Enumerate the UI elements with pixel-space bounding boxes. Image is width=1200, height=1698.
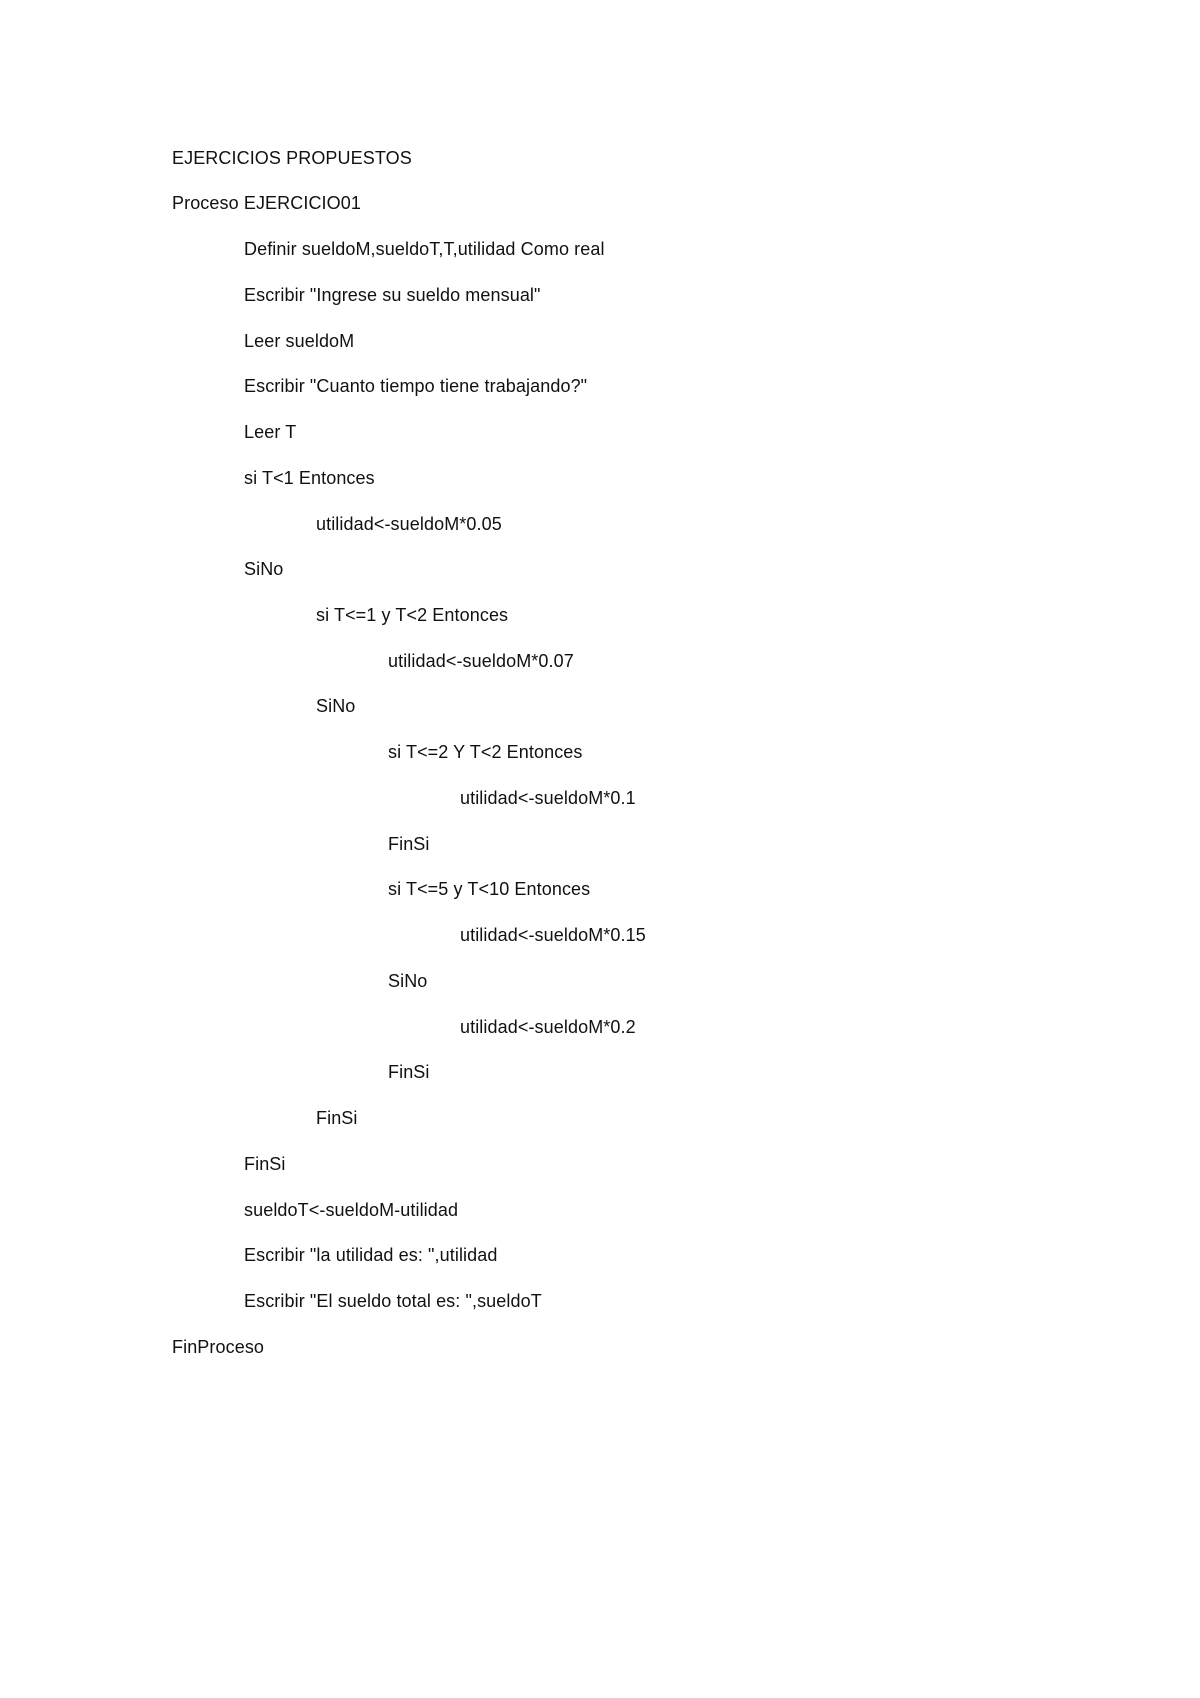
code-line-7: si T<1 Entonces bbox=[244, 468, 375, 488]
code-line-24: Escribir "la utilidad es: ",utilidad bbox=[244, 1245, 498, 1265]
code-line-22: FinSi bbox=[244, 1154, 286, 1174]
code-line-20: FinSi bbox=[388, 1062, 430, 1082]
code-line-18: SiNo bbox=[388, 971, 428, 991]
code-line-3: Escribir "Ingrese su sueldo mensual" bbox=[244, 285, 541, 305]
code-line-11: utilidad<-sueldoM*0.07 bbox=[388, 651, 574, 671]
code-line-8: utilidad<-sueldoM*0.05 bbox=[316, 514, 502, 534]
code-line-14: utilidad<-sueldoM*0.1 bbox=[460, 788, 636, 808]
code-line-6: Leer T bbox=[244, 422, 297, 442]
document-title: EJERCICIOS PROPUESTOS bbox=[172, 148, 412, 168]
code-line-5: Escribir "Cuanto tiempo tiene trabajando?" bbox=[244, 376, 588, 396]
code-line-26: FinProceso bbox=[172, 1337, 265, 1357]
code-line-4: Leer sueldoM bbox=[244, 331, 355, 351]
code-line-21: FinSi bbox=[316, 1108, 358, 1128]
document-body bbox=[172, 0, 1132, 1698]
code-line-12: SiNo bbox=[316, 696, 356, 716]
code-line-16: si T<=5 y T<10 Entonces bbox=[388, 879, 591, 899]
code-line-17: utilidad<-sueldoM*0.15 bbox=[460, 925, 646, 945]
code-line-9: SiNo bbox=[244, 559, 284, 579]
code-line-25: Escribir "El sueldo total es: ",sueldoT bbox=[244, 1291, 542, 1311]
code-line-2: Definir sueldoM,sueldoT,T,utilidad Como real bbox=[244, 239, 605, 259]
code-line-19: utilidad<-sueldoM*0.2 bbox=[460, 1017, 636, 1037]
code-line-1: Proceso EJERCICIO01 bbox=[172, 193, 361, 213]
code-line-15: FinSi bbox=[388, 834, 430, 854]
code-line-10: si T<=1 y T<2 Entonces bbox=[316, 605, 509, 625]
code-line-13: si T<=2 Y T<2 Entonces bbox=[388, 742, 583, 762]
code-line-23: sueldoT<-sueldoM-utilidad bbox=[244, 1200, 459, 1220]
